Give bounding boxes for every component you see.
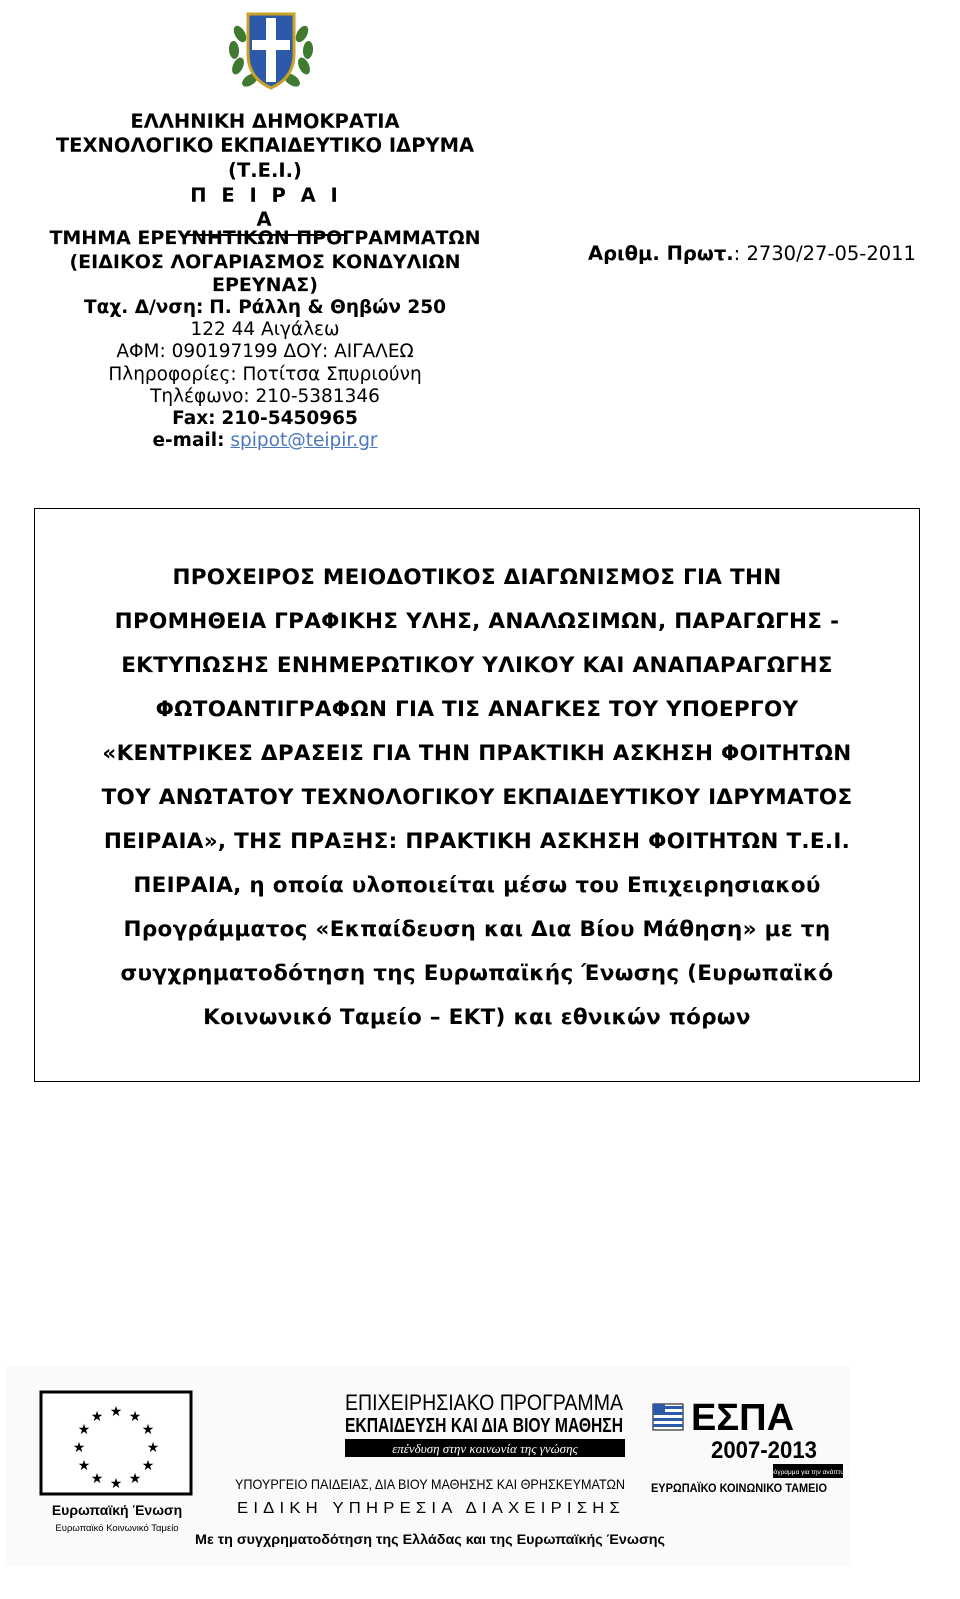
address-label: Ταχ. Δ/νση: — [84, 297, 204, 318]
email-link[interactable]: spipot@teipir.gr — [230, 430, 378, 451]
info-line — [30, 364, 500, 386]
info-label: Πληροφορίες: — [108, 364, 237, 385]
programme-line-1: ΕΠΙΧΕΙΡΗΣΙΑΚΟ ΠΡΟΓΡΑΜΜΑ — [345, 1390, 624, 1415]
funding-banner — [5, 1366, 851, 1566]
ministry-name: ΥΠΟΥΡΓΕΙΟ ΠΑΙΔΕΙΑΣ, ΔΙΑ ΒΙΟΥ ΜΑΘΗΣΗΣ ΚΑΙ ΘΡΗΣΚΕΥΜΑΤΩΝ — [235, 1476, 625, 1492]
svg-text:★: ★ — [141, 1458, 155, 1474]
svg-text:★: ★ — [72, 1440, 86, 1456]
greek-state-emblem-icon — [222, 4, 320, 94]
svg-text:★: ★ — [128, 1471, 142, 1487]
svg-text:★: ★ — [77, 1422, 91, 1438]
vat-label: ΑΦΜ: — [116, 341, 166, 362]
phone-value: 210-5381346 — [255, 386, 380, 407]
address-line — [30, 297, 500, 319]
tender-title — [40, 556, 914, 1040]
espa-tag: πρόγραμμα για την ανάπτυξη — [765, 1469, 851, 1476]
institute-city: Π Ε Ι Ρ Α Ι Α — [186, 184, 346, 236]
email-label: e-mail: — [152, 430, 225, 451]
fax-label: Fax: — [172, 408, 216, 429]
info-value: Ποτίτσα Σπυριούνη — [242, 364, 422, 385]
eu-flag-icon — [41, 1392, 191, 1494]
title-line: συγχρηματοδότηση της Ευρωπαϊκής Ένωσης (Ευρωπαϊκό — [120, 961, 834, 986]
vat-line — [30, 341, 500, 363]
address-value: Π. Ράλλη & Θηβών 250 — [209, 297, 446, 318]
svg-text:★: ★ — [109, 1404, 123, 1420]
eu-fund: Ευρωπαϊκό Κοινωνικό Ταμείο — [55, 1523, 179, 1534]
title-line: Κοινωνικό Ταμείο – ΕΚΤ) και εθνικών πόρων — [203, 1005, 751, 1030]
managing-authority: ΕΙΔΙΚΗ ΥΠΗΡΕΣΙΑ ΔΙΑΧΕΙΡΙΣΗΣ — [237, 1500, 625, 1517]
svg-text:★: ★ — [90, 1471, 104, 1487]
svg-text:★: ★ — [141, 1422, 155, 1438]
espa-years: 2007-2013 — [711, 1437, 817, 1464]
department-line-3: ΕΡΕΥΝΑΣ) — [212, 274, 318, 296]
protocol-label: Αριθμ. Πρωτ. — [588, 242, 734, 265]
institute-name: ΤΕΧΝΟΛΟΓΙΚΟ ΕΚΠΑΙΔΕΥΤΙΚΟ ΙΔΡΥΜΑ — [55, 134, 475, 157]
title-line: Προγράμματος «Εκπαίδευση και Δια Βίου Μάθηση» με τη — [123, 917, 831, 942]
title-line: ΠΡΟΧΕΙΡΟΣ ΜΕΙΟΔΟΤΙΚΟΣ ΔΙΑΓΩΝΙΣΜΟΣ ΓΙΑ ΤΗΝ — [172, 565, 782, 590]
postal-line — [30, 319, 500, 341]
email-line — [30, 430, 500, 452]
phone-label: Τηλέφωνο: — [150, 386, 250, 407]
svg-text:★: ★ — [109, 1476, 123, 1492]
title-line: ΕΚΤΥΠΩΣΗΣ ΕΝΗΜΕΡΩΤΙΚΟΥ ΥΛΙΚΟΥ ΚΑΙ ΑΝΑΠΑΡΑΓΩΓΗΣ — [121, 653, 833, 678]
svg-text:★: ★ — [146, 1440, 160, 1456]
department-line-1: ΤΜΗΜΑ ΕΡΕΥΝΗΤΙΚΩΝ ΠΡΟΓΡΑΜΜΑΤΩΝ — [49, 227, 481, 249]
vat-value: 090197199 ΔΟΥ: ΑΙΓΑΛΕΩ — [171, 341, 414, 362]
department-line-2: (ΕΙΔΙΚΟΣ ΛΟΓΑΡΙΑΣΜΟΣ ΚΟΝΔΥΛΙΩΝ — [69, 251, 461, 273]
country-name: ΕΛΛΗΝΙΚΗ ΔΗΜΟΚΡΑΤΙΑ — [130, 110, 400, 133]
title-line: ΦΩΤΟΑΝΤΙΓΡΑΦΩΝ ΓΙΑ ΤΙΣ ΑΝΑΓΚΕΣ ΤΟΥ ΥΠΟΕΡΓΟΥ — [155, 697, 799, 722]
espa-logo-icon — [651, 1397, 851, 1495]
title-line: ΠΕΙΡΑΙΑ», ΤΗΣ ΠΡΑΞΗΣ: ΠΡΑΚΤΙΚΗ ΑΣΚΗΣΗ ΦΟΙΤΗΤΩΝ Τ.Ε.Ι. — [103, 829, 851, 854]
protocol-value: : 2730/27-05-2011 — [733, 242, 916, 265]
institute-abbrev: (Τ.Ε.Ι.) — [228, 159, 302, 182]
title-line: «ΚΕΝΤΡΙΚΕΣ ΔΡΑΣΕΙΣ ΓΙΑ ΤΗΝ ΠΡΑΚΤΙΚΗ ΑΣΚΗΣΗ ΦΟΙΤΗΤΩΝ — [102, 741, 852, 766]
title-line: ΠΕΙΡΑΙΑ, η οποία υλοποιείται μέσω του Επιχειρησιακού — [133, 873, 821, 898]
fax-line — [30, 408, 500, 430]
svg-text:★: ★ — [77, 1458, 91, 1474]
espa-word: ΕΣΠΑ — [691, 1397, 795, 1439]
svg-text:★: ★ — [128, 1409, 142, 1425]
phone-line — [30, 386, 500, 408]
title-line: ΤΟΥ ΑΝΩΤΑΤΟΥ ΤΕΧΝΟΛΟΓΙΚΟΥ ΕΚΠΑΙΔΕΥΤΙΚΟΥ ΙΔΡΥΜΑΤΟΣ — [101, 785, 853, 810]
espa-fund: ΕΥΡΩΠΑΪΚΟ ΚΟΙΝΩΝΙΚΟ ΤΑΜΕΙΟ — [651, 1483, 836, 1495]
eu-name: Ευρωπαϊκή Ένωση — [51, 1502, 183, 1518]
svg-text:★: ★ — [90, 1409, 104, 1425]
programme-line-2: ΕΚΠΑΙΔΕΥΣΗ ΚΑΙ ΔΙΑ ΒΙΟΥ ΜΑΘΗΣΗ — [345, 1415, 623, 1437]
programme-slogan: επένδυση στην κοινωνία της γνώσης — [392, 1441, 578, 1456]
protocol-number — [588, 242, 916, 265]
title-line: ΠΡΟΜΗΘΕΙΑ ΓΡΑΦΙΚΗΣ ΥΛΗΣ, ΑΝΑΛΩΣΙΜΩΝ, ΠΑΡΑΓΩΓΗΣ - — [114, 609, 840, 634]
postal-value: 122 44 Αιγάλεω — [190, 319, 340, 340]
cofunding-statement: Με τη συγχρηματοδότηση της Ελλάδας και της Ευρωπαϊκής Ένωσης — [195, 1532, 665, 1547]
fax-value: 210-5450965 — [221, 408, 358, 429]
